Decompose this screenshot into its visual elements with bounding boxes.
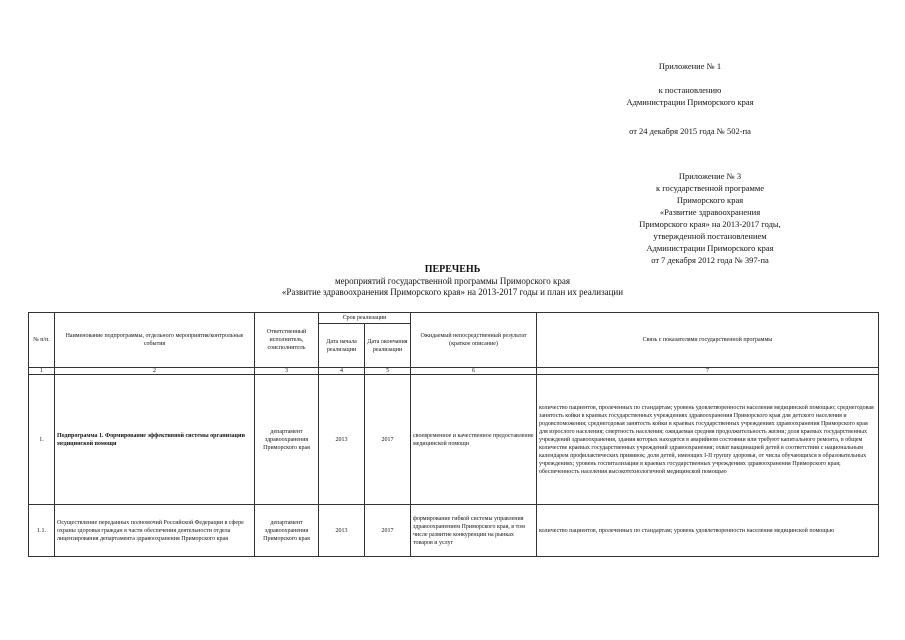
appendix3-line: утвержденной постановлением <box>653 231 767 241</box>
appendix3-line: от 7 декабря 2012 года № 397-па <box>651 255 769 265</box>
column-numbers-row <box>29 368 879 375</box>
column-number: 1 <box>29 368 55 375</box>
table-row <box>29 375 879 505</box>
document-title <box>0 264 905 298</box>
header-period: Срок реализации <box>319 313 411 324</box>
column-number: 6 <box>411 368 537 375</box>
row-executor: департамент здравоохранения Приморского края <box>255 505 319 557</box>
appendix3-block <box>600 170 820 266</box>
appendix3-line: Приморского края» на 2013-2017 годы, <box>639 219 781 229</box>
row-end: 2017 <box>365 505 411 557</box>
appendix3-line: Приморского края <box>676 195 744 205</box>
appendix3-line: к государственной программе <box>655 183 765 193</box>
row-start: 2013 <box>319 375 365 505</box>
row-link: количество пациентов, пролеченных по стандартам; уровень удовлетворенности населения медицинской помощью <box>537 505 879 557</box>
appendix3-line: «Развитие здравоохранения <box>659 207 761 217</box>
row-num: 1. <box>29 375 55 505</box>
header-end: Дата окончания реализации <box>365 324 411 368</box>
title-subtitle-1: мероприятий государственной программы Приморского края <box>334 276 570 286</box>
table-row <box>29 505 879 557</box>
column-number: 2 <box>55 368 255 375</box>
header-row <box>29 313 879 324</box>
row-end: 2017 <box>365 375 411 505</box>
column-number: 4 <box>319 368 365 375</box>
header-link: Связь с показателями государственной программы <box>537 313 879 368</box>
row-num: 1.1. <box>29 505 55 557</box>
appendix1-date: от 24 декабря 2015 года № 502-па <box>629 126 751 136</box>
column-number: 7 <box>537 368 879 375</box>
header-executor: Ответственный исполнитель, соисполнитель <box>255 313 319 368</box>
header-result: Ожидаемый непосредственный результат (краткое описание) <box>411 313 537 368</box>
appendix3-line: Администрации Приморского края <box>646 243 774 253</box>
appendix1-ref: к постановлению <box>658 85 722 95</box>
title-heading: ПЕРЕЧЕНЬ <box>424 264 481 275</box>
appendix1-title: Приложение № 1 <box>658 61 722 71</box>
appendix1-org: Администрации Приморского края <box>626 97 754 107</box>
title-subtitle-2: «Развитие здравоохранения Приморского края» на 2013-2017 годы и план их реализации <box>281 287 624 297</box>
header-num: № п/п. <box>29 313 55 368</box>
row-start: 2013 <box>319 505 365 557</box>
row-name: Подпрограмма 1. Формирование эффективной системы организации медицинской помощи <box>55 375 255 505</box>
measures-table <box>28 312 879 557</box>
column-number: 3 <box>255 368 319 375</box>
appendix3-line: Приложение № 3 <box>678 171 742 181</box>
row-result: формирование гибкой системы управления здравоохранением Приморского края, в том числе развитие конкуренции на рынках товаров и услуг <box>411 505 537 557</box>
appendix1-block <box>600 60 780 137</box>
row-executor: департамент здравоохранения Приморского края <box>255 375 319 505</box>
column-number: 5 <box>365 368 411 375</box>
row-result: своевременное и качественное предоставление медицинской помощи <box>411 375 537 505</box>
row-name: Осуществление переданных полномочий Российской Федерации в сфере охраны здоровья граждан в части обеспечения деятельности отдела лицензирования департамента здравоохранения Приморского края <box>55 505 255 557</box>
header-start: Дата начала реализации <box>319 324 365 368</box>
row-link: количество пациентов, пролеченных по стандартам; уровень удовлетворенности населения медицинской помощью; среднегодовая занятость койки в краевых государственных учреждениях здравоохранения Приморского края для детского населения и родовспоможения; среднегодовая занятость койки в краевых государственных учреждениях здравоохранения Приморского края для взрослого населения; смертность населения; ожидаемая средняя продолжительность жизни; доля краевых государственных учреждений здравоохранения, здания которых находятся в аварийном состоянии или требуют капитального ремонта, в общем количестве краевых государственных учреждений здравоохранения; охват вакцинацией детей в соответствии с национальным календарем профилактических прививок; доля детей, имеющих I-II группу здоровья, от числа обучающихся в образовательных учреждениях; уровень госпитализации в краевых государственных учреждениях здравоохранения Приморского края; обеспеченность населения высокотехнологичной медицинской помощью <box>537 375 879 505</box>
header-name: Наименование подпрограммы, отдельного мероприятия/контрольные события <box>55 313 255 368</box>
